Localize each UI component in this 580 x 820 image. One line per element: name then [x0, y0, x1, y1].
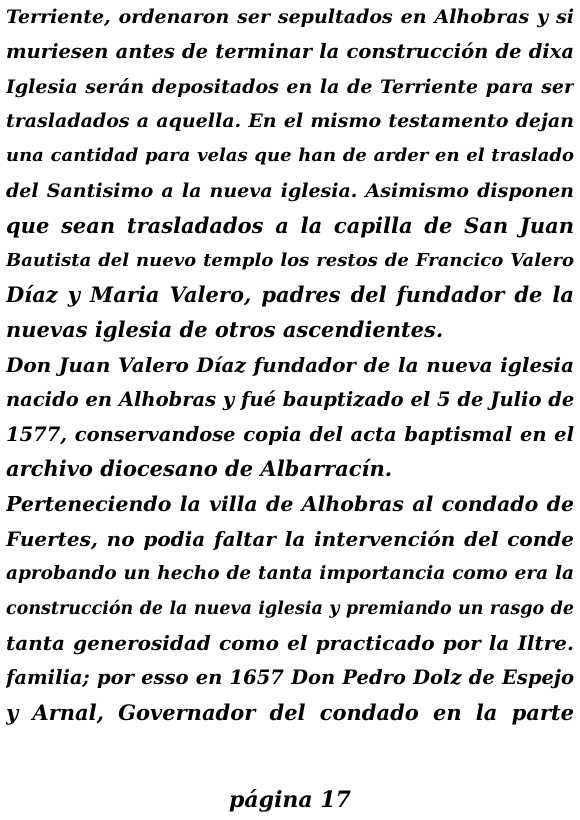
body-text — [6, 0, 574, 731]
text-line: que sean trasladados a la capilla de San Juan — [6, 212, 574, 238]
page-number: página 17 — [229, 787, 351, 813]
text-line: nuevas iglesia de otros ascendientes. — [6, 317, 444, 343]
text-line: aprobando un hecho de tanta importancia como era la — [6, 562, 574, 584]
text-line: 1577, conservandose copia del acta baptismal en el — [6, 422, 574, 446]
text-line: familia; por esso en 1657 Don Pedro Dolz de Espejo — [6, 666, 574, 690]
text-line: Don Juan Valero Díaz fundador de la nueva iglesia — [6, 352, 574, 377]
text-line: tanta generosidad como el practicado por la Iltre. — [6, 631, 574, 656]
text-line: Perteneciendo la villa de Alhobras al condado de — [6, 492, 574, 517]
text-line: trasladados a aquella. En el mismo testamento dejan — [6, 110, 574, 133]
text-line: Terriente, ordenaron ser sepultados en Alhobras y si — [6, 6, 574, 28]
text-line: construcción de la nueva iglesia y premiando un rasgo de — [6, 598, 574, 619]
text-line: y Arnal, Governador del condado en la parte — [6, 699, 574, 725]
text-line: Bautista del nuevo templo los restos de Francico Valero — [6, 249, 574, 271]
text-line: muriesen antes de terminar la construcción de dixa — [6, 39, 574, 63]
text-line: una cantidad para velas que han de arder en el traslado — [6, 145, 574, 167]
text-line: Fuertes, no podia faltar la intervención del conde — [6, 526, 574, 551]
text-line: del Santisimo a la nueva iglesia. Asimismo disponen — [6, 179, 574, 202]
text-line: Iglesia serán depositados en la de Terriente para ser — [6, 75, 574, 98]
text-line: nacido en Alhobras y fué bauptizado el 5 de Julio de — [6, 387, 574, 411]
text-line: archivo diocesano de Albarracín. — [6, 456, 393, 482]
text-line: Díaz y Maria Valero, padres del fundador de la — [6, 282, 574, 308]
